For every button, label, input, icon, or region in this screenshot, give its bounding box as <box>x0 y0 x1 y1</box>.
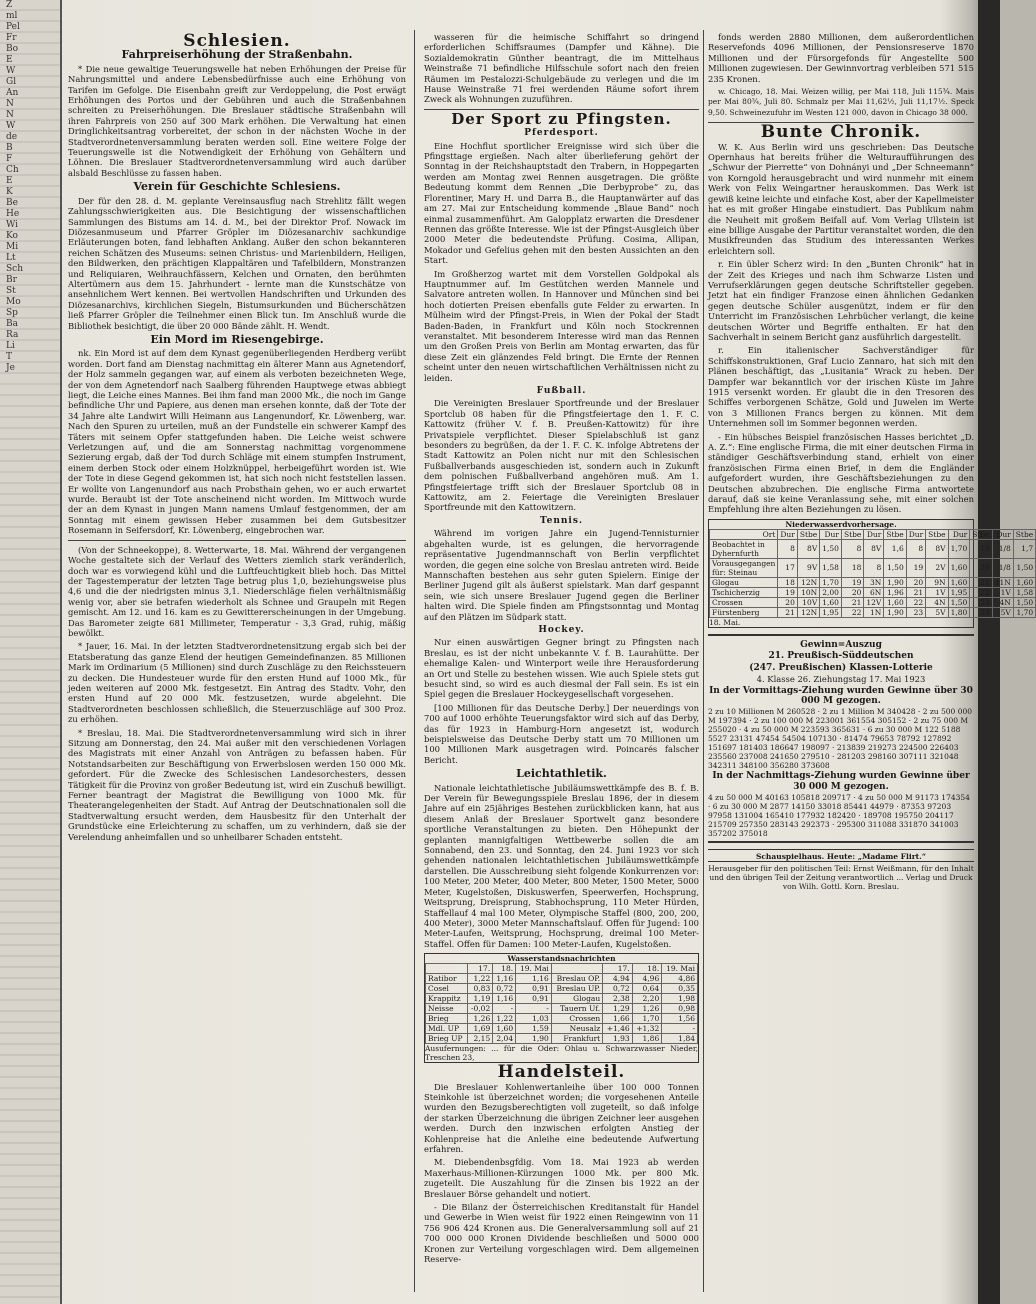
column-header: Stbe <box>841 529 863 539</box>
table-row <box>710 607 1036 617</box>
lottery-date: 4. Klasse 26. Ziehungstag 17. Mai 1923 <box>756 674 926 685</box>
table-cell: 1,70 <box>632 1014 662 1024</box>
market-report: w. Chicago, 18. Mai. Weizen willig, per Mai 118, Juli 115¾. Mais per Mai 80¾, Juli 80. Schmalz per Mai 11,62½, Juli 11,17½. Speck 9,50. Schweinezufuhr im Westen 121 000, davon in Chicago 38 000. <box>708 87 974 117</box>
table-cell: 19 <box>841 577 863 587</box>
binding-fragment: Pel <box>6 22 20 32</box>
table-cell: 1,66 <box>603 1014 633 1024</box>
table-cell: 1,6 <box>884 539 906 558</box>
binding-fragment: Mi <box>6 242 19 252</box>
table-cell: Mdl. UP <box>426 1024 468 1034</box>
article-text: wasseren für die heimische Schiffahrt so dringend erforderlichen Schiffsraumes (Dampfer und Kähne). Die Sozialdemokratin Günther beantragt, die im Mittelhaus Weinstraße 71 befindliche Hilfsschule sofort nach den freien Räumen im Pestalozzi-Schulgebäude zu verlegen und die im Hause Weinstraße 71 frei werdenden Räume sofort ihrem Zweck als Wohnungen zuzuführen. <box>424 32 699 105</box>
table-cell: 9V <box>797 558 819 577</box>
table-cell: 2,04 <box>493 1034 516 1044</box>
table-cell: 1/8 <box>992 539 1013 558</box>
binding-fragment: Je <box>6 363 15 373</box>
lottery-name: 21. Preußisch-Süddeutschen <box>768 651 914 662</box>
binding-fragment: Gl <box>6 77 17 87</box>
article-text: Während im vorigen Jahre ein Jugend-Tennisturnier abgehalten wurde, ist es gelungen, die hervorragende repräsentative Jugendmannschaft von Berlin verpflichtet worden, die gegen eine solche von Breslau antreten wird. Beide Mannschaften bestehen aus sehr guten Spielern. Einige der Berliner Jugend gilt als äußerst spielstark. Man darf gespannt sein, wie sich unsere Breslauer Jugend gegen die Berliner halten wird. Die Spiele finden am Pfingstsonntag und Montag auf den Plätzen im Südpark statt. <box>424 528 699 622</box>
binding-fragment: Bo <box>6 44 19 54</box>
table-cell: - <box>516 1004 552 1014</box>
table-cell: 8V <box>864 539 884 558</box>
table-cell: 8 <box>841 539 863 558</box>
table-cell: 0,83 <box>467 984 493 994</box>
binding-fragment: N <box>6 110 14 120</box>
table-cell: 17 <box>778 558 797 577</box>
table-cell: 19 <box>906 558 925 577</box>
table-cell: 3N <box>864 577 884 587</box>
table-row <box>710 558 1036 577</box>
table-title: Wasserstandsnachrichten <box>507 954 616 964</box>
article-text: Die Vereinigten Breslauer Sportfreunde und der Breslauer Sportclub 08 haben für die Pfingstfeiertage den 1. F. C. Kattowitz (früher V. f. B. Preußen-Kattowitz) für ihre Privatspiele verpflichtet. Dieser Spielabschluß ist ganz besonders zu begrüßen, da der 1. F. C. K. infolge Abtretens der Stadt Kattowitz an Polen nicht nur mit den Schlesischen Fußballverbands ausgeschieden ist, sondern auch in Zukunft dem polnischen Fußballverband angehören muß. Am 1. Pfingstfeiertage trifft sich der Breslauer Sportclub 08 in Kattowitz, am 2. Feiertage die Vereinigten Breslauer Sportfreunde mit den Kattowitzern. <box>424 398 699 513</box>
table-cell: 1,50 <box>1013 597 1035 607</box>
table-cell: 2,38 <box>603 994 633 1004</box>
table-cell: Krappitz <box>426 994 468 1004</box>
table-row <box>426 974 698 984</box>
table-footnote: Ausufernungen: ... für die Oder: Ohlau u. Schwarzwasser Nieder, Treschen 23, <box>425 1044 698 1063</box>
lottery-afternoon: In der Nachmittags-Ziehung wurden Gewinne über 30 000 M gezogen. <box>712 771 970 792</box>
section-title-sport: Der Sport zu Pfingsten. <box>451 109 672 128</box>
table-cell: 1,22 <box>493 1014 516 1024</box>
divider <box>68 540 406 541</box>
article-text: M. Diebendenbsgfdig. Vom 18. Mai 1923 ab werden Maxerhaus-Millionen-Kürzungen 1000 Mk. per 800 Mk. zugeteilt. Die Auszahlung für die Zinsen bis 1922 an der Breslauer Börse gehandelt und notiert. <box>424 1157 699 1199</box>
table-cell: 1,58 <box>820 558 842 577</box>
lottery-morning: In der Vormittags-Ziehung wurden Gewinne über 30 000 M gezogen. <box>709 685 973 706</box>
table-cell: Breslau OP. <box>551 974 602 984</box>
table-cell: 2,15 <box>467 1034 493 1044</box>
binding-fragment: St <box>6 286 16 296</box>
table-cell: 21 <box>841 597 863 607</box>
table-cell: 12V <box>864 597 884 607</box>
table-cell: 9N <box>926 577 948 587</box>
column-header: Stbe <box>1013 529 1035 539</box>
table-cell: 0,98 <box>662 1004 698 1014</box>
column-header: Stbe <box>926 529 948 539</box>
table-cell: - <box>493 1004 516 1014</box>
binding-fragment: Be <box>6 198 18 208</box>
article-text: Die Breslauer Kohlenwertanleihe über 100 000 Tonnen Steinkohle ist überzeichnet worden; die vorgesehenen Anteile wurden den Bezugsberechtigten voll zugeteilt, so daß infolge der starken Überzeichnung die übrigen Zeichner leer ausgehen werden. Durch den inzwischen erfolgten Anstieg der Kohlenpreise hat die Anleihe eine bedeutende Aufwertung erfahren. <box>424 1081 699 1154</box>
table-row <box>710 597 1036 607</box>
binding-fragment: T <box>6 352 13 362</box>
table-cell: 1,03 <box>516 1014 552 1024</box>
table-cell: +1,32 <box>632 1024 662 1034</box>
lottery-name: (247. Preußischen) Klassen-Lotterie <box>749 662 933 673</box>
table-cell: Cosel <box>426 984 468 994</box>
table-cell: 1,69 <box>467 1024 493 1034</box>
table-cell: 0,35 <box>662 984 698 994</box>
table-cell: Vorausgegangen für: Steinau <box>710 558 778 577</box>
table-cell: 1,90 <box>516 1034 552 1044</box>
table-cell: 18 <box>778 577 797 587</box>
article-text: r. Ein übler Scherz wird: In den „Bunten Chronik“ hat in der Zeit des Krieges und nach ihm Schwarze Listen und Verrufserklärungen gegen deutsche Schriftsteller gegeben. Jetzt hat ein findiger Franzose einen ähnlichen Gedanken gegen deutsche Schüler ausgenützt, indem er für den Unterricht im Französischen Lehrbücher verlangt, die keine deutschen Wörter und Begriffe enthalten. Er hat den Sachverhalt in seinem Bericht ganz ausführlich dargestellt. <box>708 259 974 342</box>
table-cell: 1,84 <box>662 1034 698 1044</box>
article-text: Im Großherzog wartet mit dem Vorstellen Goldpokal als Hauptnummer auf. Im Gestütchen werden Mannele und Salvatore antreten wollen. In Hannover und München sind bei hoch dotierten Preisen ebenfalls gute Felder zu erwarten. In Mülheim wird der Pfingst-Preis, in Wien der Pokal der Stadt Baden-Baden, in Frankfurt und Köln noch Stockrennen veranstaltet. Mit besonderem Interesse wird man das Rennen um den Großen Preis von Berlin am Montag erwarten, das für diese Zeit ein glänzendes Feld bringt. Die Ernte der Rennen scheint unter den neuen wirtschaftlichen Verhältnissen nicht zu leiden. <box>424 268 699 383</box>
table-cell: 21 <box>778 607 797 617</box>
table-cell: 0,64 <box>632 984 662 994</box>
binding-fragment: Ko <box>6 231 18 241</box>
table-cell: 1N <box>864 607 884 617</box>
column-header: Stbe <box>970 529 992 539</box>
table-cell: 12N <box>797 607 819 617</box>
article-text: - Ein hübsches Beispiel französischen Hasses berichtet „D. A. Z.“: Eine englische Firma, die mit einer deutschen Firma in ständiger Geschäftsverbindung stand, erhielt von einer französischen Firma einen Brief, in dem die Engländer aufgefordert wurden, ihre Geschäftsbeziehungen zu den Deutschen abzubrechen. Die englische Firma antwortete darauf, daß sie keine Veranlassung sehe, mit einer solchen Empfehlung ihre alten Beziehungen zu lösen. <box>708 431 974 515</box>
table-cell: 1,58 <box>1013 587 1035 597</box>
table-cell: 1,95 <box>820 607 842 617</box>
table-cell: 1,60 <box>493 1024 516 1034</box>
section-title-bunte-chronik: Bunte Chronik. <box>760 122 922 143</box>
table-cell: 8 <box>864 558 884 577</box>
table-cell: - <box>662 1024 698 1034</box>
table-cell: 5V <box>926 607 948 617</box>
table-cell: 20 <box>841 587 863 597</box>
table-cell: 1,95 <box>948 587 970 597</box>
lottery-results <box>708 634 974 843</box>
binding-fragment: Wi <box>6 220 18 230</box>
table-cell: 1,60 <box>948 558 970 577</box>
table-cell: 23 <box>906 607 925 617</box>
column-header: Stbe <box>884 529 906 539</box>
river-forecast-table <box>708 519 1034 628</box>
article-title: Ein Mord im Riesengebirge. <box>150 332 324 346</box>
table-cell: 1,56 <box>662 1014 698 1024</box>
binding-fragment: He <box>6 209 20 219</box>
table-cell: 2,20 <box>632 994 662 1004</box>
binding-fragment: W <box>6 66 16 76</box>
article-title: Verein für Geschichte Schlesiens. <box>133 180 341 194</box>
binding-fragment: Ch <box>6 165 19 175</box>
article-text: Eine Hochflut sportlicher Ereignisse wird sich über die Pfingsttage ergießen. Nach alter überlieferung gehört der Sonntag in der Reichshauptstadt den Trabern, in Hoppegarten werden am Montag zwei Rennen ausgetragen. Die größte Bedeutung kommt dem Rennen „Die Derbyprobe“ zu, das Florentiner, Mary H. und Darra B., die Hauptanwärter auf das am 27. Mai zur Entscheidung kommende „Blaue Band“ noch einmal zusammenführt. Am Galopplatz erwarten die Dresdener Rennen das größte Interesse. Wie ist der Pfingst-Ausgleich über 2000 Meter die bedeutendste Prüfung. Cosima, Allipan, Mokador und Gefelius gehen mit den besten Aussichten an den Start. <box>424 140 699 266</box>
table-cell: 19 <box>778 587 797 597</box>
column-2 <box>424 32 699 1290</box>
column-1 <box>68 32 406 1290</box>
table-cell: 6N <box>864 587 884 597</box>
table-cell: 22 <box>841 607 863 617</box>
lottery-heading: Gewinn=Auszug <box>800 639 882 650</box>
binding-fragment: N <box>6 99 14 109</box>
column-header: Dur <box>820 529 842 539</box>
table-cell: 0,72 <box>603 984 633 994</box>
table-cell: 1,59 <box>516 1024 552 1034</box>
table-row <box>710 577 1036 587</box>
binding-fragment: Mo <box>6 297 21 307</box>
binding-fragment: Ra <box>6 330 19 340</box>
lottery-numbers: 4 zu 50 000 M 40163 105818 209717 · 4 zu 50 000 M 91173 174354 · 6 zu 30 000 M 2877 14150 33018 85441 44979 · 87353 97203 97958 131004 165410 177932 182420 · 189708 195750 204117 215709 257350 283143 292373 · 295300 311088 331870 341003 357202 375018 <box>708 793 970 839</box>
column-header: 18. <box>493 964 516 974</box>
table-row <box>426 994 698 1004</box>
table-cell: 1,90 <box>884 607 906 617</box>
column-header: 17. <box>603 964 633 974</box>
table-cell: 1V <box>926 587 948 597</box>
section-title-schlesien: Schlesien. <box>183 31 291 51</box>
table-cell: Neisse <box>426 1004 468 1014</box>
column-header: Ort <box>710 529 778 539</box>
table-cell: 1,50 <box>1013 558 1035 577</box>
table-cell: Fürstenberg <box>710 607 778 617</box>
column-header: 18. <box>632 964 662 974</box>
article-text: (Von der Schneekoppe), 8. Wetterwarte, 18. Mai. Während der vergangenen Woche gestaltete sich der Verlauf des Wetters ziemlich stark veränderlich, doch war es vorwiegend kühl und die Luftfeuchtigkeit blieb hoch. Das Mittel der Tagestemperatur der letzten Tage betrug plus 1,0, beziehungsweise plus 4,6 und die der niedrigsten minus 3,1. Niederschläge fielen verhältnismäßig wenig vor, aber sie betrafen wiederholt als Schnee und Graupeln mit Regen gemischt. Am 12. und 16. kam es zu Gewittererscheinungen in der Umgebung. Das Barometer zeigte 681 Millimeter, Temperatur - 3,3 Grad, ruhig, mäßig bewölkt. <box>68 544 406 638</box>
binding-fragment: W <box>6 121 16 131</box>
table-cell: 1,60 <box>1013 577 1035 587</box>
binding-fragment: E <box>6 55 13 65</box>
table-cell: Tschicherzig <box>710 587 778 597</box>
table-cell: 1,60 <box>948 577 970 587</box>
table-cell: 23 <box>970 597 992 607</box>
table-cell: 2V <box>926 558 948 577</box>
table-cell: 1,86 <box>632 1034 662 1044</box>
table-cell: +1,46 <box>603 1024 633 1034</box>
table-cell: 1,93 <box>603 1034 633 1044</box>
table-cell: 1,60 <box>884 597 906 607</box>
binding-fragment: Lt <box>6 253 16 263</box>
table-cell: Beobachtet in Dyhernfurth <box>710 539 778 558</box>
binding-fragment: Z <box>6 0 13 10</box>
article-text: * Breslau, 18. Mai. Die Stadtverordnetenversammlung wird sich in ihrer Sitzung am Donnerstag, den 24. Mai außer mit den verschiedenen Vorlagen des Magistrats mit einer Anzahl von Anträgen zu befassen haben. Für Notstandsarbeiten zur Beschäftigung von Erwerbslosen werden 150 000 Mk. gefordert. Für die Zwecke des Schlesischen Landesorchesters, dessen Tätigkeit für die Provinz von großer Bedeutung ist, wird ein Zuschuß bewilligt. Ferner beantragt der Magistrat die Bewilligung von 1000 Mk. für Theaterangelegenheiten der Stadt. Auf Antrag der Deutschnationalen soll die Stadtverwaltung ersucht werden, dem Hausbesitz für den Unterhalt der Grundstücke eine Erleichterung zu schaffen, um zu verhindern, daß sie der Verelendung anheimfallen und so unheilbarer Schaden entsteht. <box>68 727 406 842</box>
table-cell: Brieg <box>426 1014 468 1024</box>
table-row <box>426 1034 698 1044</box>
subheading: Hockey. <box>538 624 585 635</box>
article-text: W. K. Aus Berlin wird uns geschrieben: Das Deutsche Opernhaus hat bereits früher die Welturaufführungen des „Schwur der Pierrette“ von Dohnányi und „Der Schneemann“ von Korngold herausgebracht und wird nunmehr mit einem Werk von Felix Weingartner herauskommen. Das Werk ist gewiß keine leichte und einfache Kost, aber der Kapellmeister hat es mit großer Hingabe einstudiert. Das Publikum nahm die Neuheit mit großem Beifall auf. Vom Verlag Ullstein ist eine billige Ausgabe der Partitur veranstaltet worden, die den Musikfreunden das Studium des interessanten Werkes erleichtern soll. <box>708 141 974 256</box>
water-level-table <box>424 953 699 1063</box>
table-cell: 1/8 <box>992 558 1013 577</box>
table-cell: Brieg UP <box>426 1034 468 1044</box>
table-cell: 1,98 <box>662 994 698 1004</box>
page-edge <box>978 0 1000 1304</box>
subheading-leichtathletik: Leichtathletik. <box>516 767 607 781</box>
table-cell: 4N <box>926 597 948 607</box>
table-cell: 1,70 <box>820 577 842 587</box>
table-cell: 1,16 <box>516 974 552 984</box>
table-cell: 1,50 <box>884 558 906 577</box>
table-cell: 1,19 <box>467 994 493 1004</box>
column-rule <box>414 30 415 1292</box>
binding-fragment: Br <box>6 275 17 285</box>
table-cell: Frankfurt <box>551 1034 602 1044</box>
table-cell: 20 <box>970 558 992 577</box>
table-cell: 5V <box>992 607 1013 617</box>
column-header: Dur <box>992 529 1013 539</box>
table-cell: 8V <box>797 539 819 558</box>
imprint: Herausgeber für den politischen Teil: Ernst Weißmann, für den Inhalt und den übrigen Teil der Zeitung verantwortlich ... Verlag und Druck von Wilh. Gottl. Korn. Breslau. <box>708 861 974 891</box>
binding-fragment: E <box>6 176 13 186</box>
column-header: Dur <box>906 529 925 539</box>
table-cell: 0,91 <box>516 984 552 994</box>
table-row <box>426 1004 698 1014</box>
table-cell: 12N <box>797 577 819 587</box>
table-cell: 1,60 <box>820 597 842 607</box>
binding-fragment: Fr <box>6 33 17 43</box>
column-header: 19. Mai <box>516 964 552 974</box>
column-header: 17. <box>467 964 493 974</box>
article-text: nk. Ein Mord ist auf dem dem Kynast gegenüberliegenden Herdberg verübt worden. Dort fand am Dienstag nachmittag ein älterer Mann aus Agnetendorf, der Holz sammeln gegangen war, auf einem als verboten bezeichneten Wege, der von dem Agnetendorf nach Saalberg führenden Hauptwege etwas abbiegt liegt, die Leiche eines Mannes. Bei ihm fand man 2000 Mk., die noch im Gange befindliche Uhr und Papiere, aus denen man ersehen konnte, daß der Tote der 34 Jahre alte Landwirt Willi Heimann aus Langenundorf, Kr. Löwenberg, war. Nach den Spuren zu urteilen, muß an der Fundstelle ein schwerer Kampf des Täters mit seinem Opfer stattgefunden haben. Die Leiche weist schwere Verletzungen auf, und die am Sonnerstag nachmittag vorgenommene Sezierung ergab, daß der Tod durch Schläge mit einem stumpfen Instrument, einem derben Stock oder einem Holzknüppel, herbeigeführt worden ist. Wie der Tote in diese Gegend gekommen ist, hat sich noch nicht feststellen lassen. Er wollte von Langenundorf aus nach Probsthain gehen, wo er auch erwartet wurde. Beraubt ist der Tote anscheinend nicht worden. Im Mittwoch wurde der an dem Kynast in jungen Mann namens Umlauf festgenommen, der am Sonntag mit einem gewissen Heber zusammen bei dem Gutsbesitzer Rosemann in Seifersdorf, Kr. Löwenberg, eingebrochen war. <box>68 348 406 536</box>
table-cell: Crossen <box>710 597 778 607</box>
article-title: Fahrpreiserhöhung der Straßenbahn. <box>121 48 353 62</box>
table-cell: 20 <box>906 577 925 587</box>
column-header: Stbe <box>797 529 819 539</box>
table-cell: 1,50 <box>948 597 970 607</box>
article-text: Der für den 28. d. M. geplante Vereinsausflug nach Strehlitz fällt wegen Zahlungsschwierigkeiten aus. Die Besichtigung der wissenschaftlichen Sammlungen des Bistums am 14. d. M., bei der Direktor Prof. Nowack im Diözesanmuseum und Pfarrer Gröpler im Diözesanarchiv sachkundige Erläuterungen boten, fand lebhaften Anklang. Außer den schon bekannteren reichen Schätzen des Museums: seinen Christus- und Marienbildern, Heiligen, den Bildwerken, den prächtigen Klappaltären und Tafelbildern, Monstranzen und Reliquiaren, Weihrauchfässern, Kelchen und Ornaten, den berühmten Altertümern aus dem 15. Jahrhundert - lernte man die Kunstschätze von ansehnlichem Wert kennen. Bei wertvollen Handschriften und Urkunden des Diözesanarchivs, kirchlichen Siegeln, Bistumsurkunden und Bücherschätzen ließ Pfarrer Gröpler die Teilnehmer einen Blick tun. Im Anschluß wurde die Bibliothek besichtigt, die über 20 000 Bände zählt. H. Wendt. <box>68 195 406 331</box>
table-title: Niederwasserdvorhersage. <box>785 519 897 529</box>
table-cell: 21 <box>906 587 925 597</box>
binding-fragment: B <box>6 143 13 153</box>
table-cell: 4,86 <box>662 974 698 984</box>
binding-fragment: An <box>6 88 19 98</box>
article-text: Nur einen auswärtigen Gegner bringt zu Pfingsten nach Breslau, es ist der nicht unbekannte V. f. B. Laurahütte. Der ehemalige Kalen- und Winterport weile ihre Herausforderung an Ort und Stelle zu bestehen wissen. Wie auch Spiele stets gut besucht sind, so wird es auch diesmal der Fall sein. Es ist ein Spiel gegen die Breslauer Hockeygesellschaft vorgesehen. <box>424 637 699 700</box>
subheading: Fußball. <box>536 386 587 396</box>
table-cell: Glogau <box>551 994 602 1004</box>
table-cell: 1,22 <box>467 974 493 984</box>
table-cell: 18 <box>841 558 863 577</box>
table-cell: 1,70 <box>948 539 970 558</box>
table-cell: 4N <box>992 597 1013 607</box>
binding-fragment: Sp <box>6 308 18 318</box>
table-cell: 1,29 <box>603 1004 633 1014</box>
column-header: Dur <box>864 529 884 539</box>
column-rule <box>703 30 704 1292</box>
table-cell: 0,72 <box>493 984 516 994</box>
table-cell: 20 <box>778 597 797 607</box>
column-header: 19. Mai <box>662 964 698 974</box>
table-cell: 1,50 <box>820 539 842 558</box>
table-cell: 23 <box>970 607 992 617</box>
table-cell: Glogau <box>710 577 778 587</box>
table-cell: 1,26 <box>467 1014 493 1024</box>
article-text: * Die neue gewaltige Teuerungswelle hat neben Erhöhungen der Preise für Nahrungsmittel und andere Lebensbedürfnisse auch eine Erhöhung von Tarifen im Gefolge. Die Eisenbahn greift zur Verdoppelung, die Post erwägt Erhöhungen des Portos und der Gebühren und auch die Straßenbahnen schreiten zu Preiserhöhungen. Die Breslauer städtische Straßenbahn will ihren Fahrpreis von 250 auf 300 Mark erhöhen. Die Verwaltung hat einen Dringlichkeitsantrag vorbereitet, der schon in der nächsten Woche in der Stadtverordnetenversammlung beraten werden soll. Eine weitere Folge der Teuerungswelle ist die Notwendigkeit der Erhöhung von Gehältern und Löhnen. Die Breslauer Stadtverordnetenversammlung wird auch darüber alsbald Beschlüsse zu fassen haben. <box>68 63 406 178</box>
article-text: * Jauer, 16. Mai. In der letzten Stadtverordnetensitzung ergab sich bei der Etatsberatung das ganze Elend der heutigen Gemeindefinanzen. 85 Millionen Mark im Ordinarium (5 Millionen) sind durch Zuschläge zu den Reichssteuern zu decken. Die Hundesteuer wurde für den ersten Hund auf 1000 Mk., für jeden weiteren auf 2000 Mk. festgesetzt. Ein Antrag des Stadtv. Vohr, den ersten Hund auf 20 000 Mk. festzusetzen, wurde abgelehnt. Die Stadtverordneten beschlossen schließlich, die Steuerzuschläge auf 300 Proz. zu erhöhen. <box>68 641 406 725</box>
table-row <box>710 587 1036 597</box>
table-cell: 2,00 <box>820 587 842 597</box>
table-cell: 11N <box>992 577 1013 587</box>
table-cell: 1,80 <box>948 607 970 617</box>
table-cell: Ratibor <box>426 974 468 984</box>
table-cell: 1,90 <box>884 577 906 587</box>
theater-notice: Schauspielhaus. Heute: „Madame Flirt.“ <box>708 849 974 861</box>
table-cell: 22 <box>970 587 992 597</box>
table-cell: 1,70 <box>1013 607 1035 617</box>
article-text: [100 Millionen für das Deutsche Derby.] Der neuerdings von 700 auf 1000 erhöhte Teuerungsfaktor wird sich auf das Derby, das für 1923 in Hamburg-Horn angesetzt ist, wodurch beispielsweise das Deutsche Derby statt um 70 Millionen um 100 Millionen Mark ausgetragen wird. Poincarés falscher Bericht. <box>424 702 699 765</box>
table-cell: 1V <box>992 587 1013 597</box>
table-cell: 1,26 <box>632 1004 662 1014</box>
column-header: Dur <box>778 529 797 539</box>
table-cell: 0,91 <box>516 994 552 1004</box>
binding-fragment: Li <box>6 341 15 351</box>
binding-fragment: F <box>6 154 13 164</box>
table-cell: 8V <box>926 539 948 558</box>
table-header <box>710 529 1036 539</box>
table-cell: 10V <box>797 597 819 607</box>
article-text: fonds werden 2880 Millionen, dem außerordentlichen Reservefonds 4096 Millionen, der Pensionsreserve 1870 Millionen und der Fürsorgefonds für Angestellte 500 Millionen zugewiesen. Der Gewinnvortrag verbleiben 571 515 235 Kronen. <box>708 32 974 84</box>
table-cell: 1,96 <box>884 587 906 597</box>
table-cell: Breslau UP. <box>551 984 602 994</box>
column-header <box>551 964 602 974</box>
binding-fragment: Ba <box>6 319 18 329</box>
table-cell: 1,16 <box>493 994 516 1004</box>
table-cell: 21 <box>970 577 992 587</box>
subheading: Pferdesport. <box>524 128 599 139</box>
article-text: Nationale leichtathletische Jubiläumswettkämpfe des B. f. B. Der Verein für Bewegungsspiele Breslau 1896, der in diesem Jahre auf ein 25jähriges Bestehen zurückblicken kann, hat aus diesem Anlaß der Breslauer Sportwelt ganz besondere sportliche Veranstaltungen zu bieten. Den Höhepunkt der geplanten mannigfaltigen Wettbewerbe sollen die am Sonnabend, den 23. und Sonntag, den 24. Juni 1923 vor sich gehenden nationalen leichtathletischen Jubiläumswettkämpfe darstellen. Die Ausschreibung sieht folgende Konkurrenzen vor: 100 Meter, 200 Meter, 400 Meter, 800 Meter, 1500 Meter, 5000 Meter, Kugelstoßen, Diskuswerfen, Speerwerfen, Hochsprung, Weitsprung, Dreisprung, Stabhochsprung, 110 Meter Hürden, Staffellauf 4 mal 100 Meter, Olympische Staffel (800, 200, 200, 400 Meter), 3000 Meter Mannschaftslauf. Offen für Jugend: 100 Meter-Laufen, Weitsprung, Hochsprung, dreimal 100 Meter-Staffel. Offen für Damen: 100 Meter-Laufen, Kugelstoßen. <box>424 782 699 949</box>
table-cell: 10N <box>797 587 819 597</box>
table-cell: Neusalz <box>551 1024 602 1034</box>
table-cell: 8 <box>778 539 797 558</box>
table-cell: Tauern Uf. <box>551 1004 602 1014</box>
table-cell: 4,94 <box>603 974 633 984</box>
table-date: 18. Mai. <box>709 617 741 627</box>
lottery-numbers: 2 zu 10 Millionen M 260528 · 2 zu 1 Million M 340428 · 2 zu 500 000 M 197394 · 2 zu 100 000 M 223001 361554 305152 · 2 zu 75 000 M 255020 · 4 zu 50 000 M 223593 365631 · 6 zu 30 000 M 122 5188 5527 23131 47454 54504 107130 · 81474 79653 78792 127892 151697 181403 186647 198097 · 213839 219273 224500 226403 235560 237008 241650 279510 · 281203 298160 307111 321048 342311 348100 356280 373608 <box>708 707 973 771</box>
binding-fragment: Sch <box>6 264 24 274</box>
table-row <box>426 984 698 994</box>
binding-strip <box>0 0 62 1304</box>
table-cell: 4,96 <box>632 974 662 984</box>
binding-fragment: de <box>6 132 18 142</box>
table-cell: 1,16 <box>493 974 516 984</box>
table-cell: 1,7 <box>1013 539 1035 558</box>
binding-fragment: K <box>6 187 13 197</box>
table-row <box>426 1014 698 1024</box>
table-header <box>426 964 698 974</box>
column-header: Dur <box>948 529 970 539</box>
article-text: - Die Bilanz der Österreichischen Kreditanstalt für Handel und Gewerbe in Wien weist für 1922 einen Reingewinn von 11 756 906 424 Kronen aus. Die Generalversammlung soll auf 21 700 000 000 Kronen Dividende beschließen und 5000 000 Kronen zur Verteilung vorgeschlagen wird. Dem allgemeinen Reserve- <box>424 1202 699 1265</box>
table-cell: 22 <box>906 597 925 607</box>
table-cell: -0,02 <box>467 1004 493 1014</box>
table-cell: 8 <box>906 539 925 558</box>
column-3 <box>708 32 1034 1290</box>
table-cell: Crossen <box>551 1014 602 1024</box>
subheading: Tennis. <box>539 515 584 526</box>
table-row <box>710 539 1036 558</box>
table-cell: 19 <box>970 539 992 558</box>
section-title-handel: Handelsteil. <box>497 1062 626 1083</box>
table-row <box>426 1024 698 1034</box>
binding-fragment: ml <box>6 11 18 21</box>
article-text: r. Ein italienischer Sachverständiger für Schiffskonstruktionen, Graf Lucio Zannaro, hat sich mit den Plänen beschäftigt, das „Lusitania“ Wrack zu heben. Der Dampfer war bekanntlich vor der irischen Küste im Jahre 1915 versenkt worden. Er glaubt die in den Tresoren des Schiffes verborgenen Schätze, Gold und Juwelen im Werte von 3 Millionen Francs bergen zu können. Mit dem Unternehmen soll im Sommer begonnen werden. <box>708 345 974 429</box>
